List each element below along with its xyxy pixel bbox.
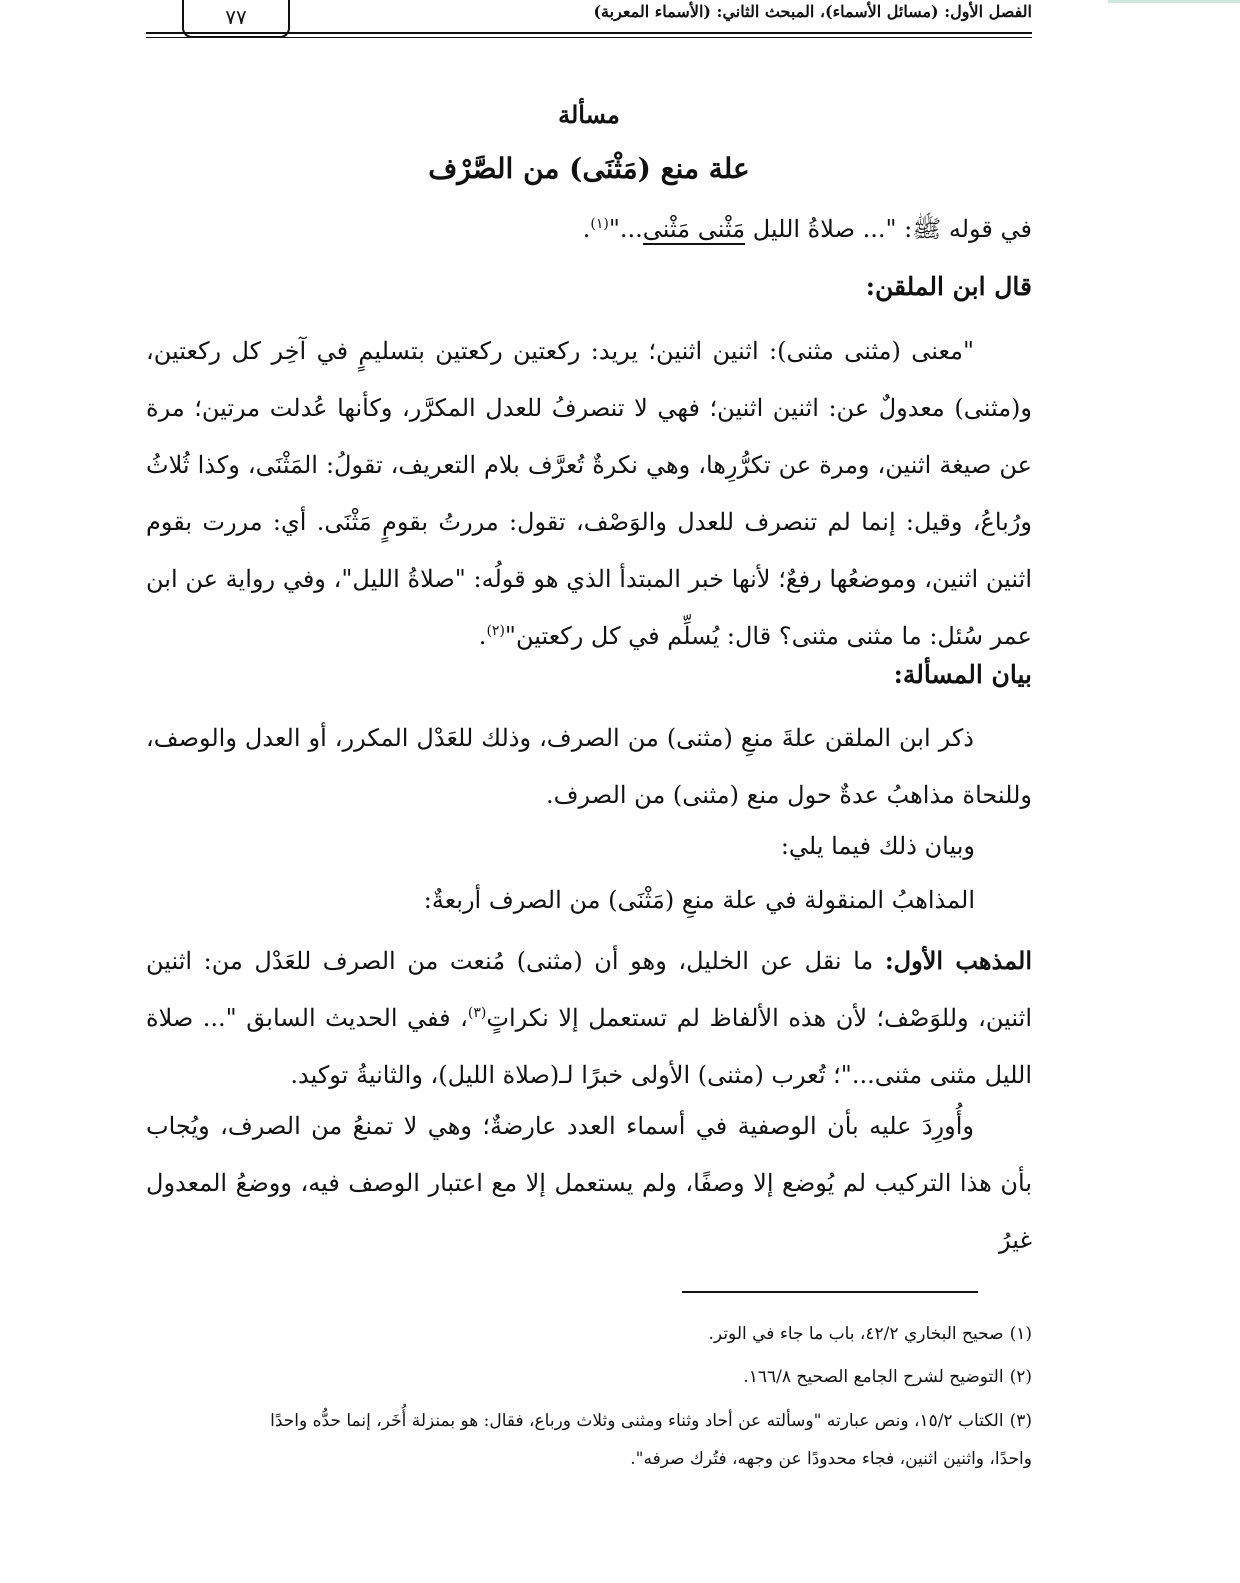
running-header-title: الفصل الأول: (مسائل الأسماء)، المبحث الثاني: (الأسماء المعربة) <box>593 2 1032 21</box>
footnote-text: التوضيح لشرح الجامع الصحيح ١٦٦/٨. <box>743 1367 1004 1387</box>
section-title: مسألة <box>558 100 620 129</box>
top-accent-bar <box>1108 0 1240 3</box>
footnote-ref-2: (٢) <box>486 623 505 639</box>
footnote-3-continuation: واحدًا، واثنين اثنين، فجاء محدودًا عن وجهه، فتُرك صرفه". <box>630 1449 1032 1469</box>
paragraph-1: ذكر ابن الملقن علةَ منعِ (مثنى) من الصرف، وذلك للعَدْل المكرر، أو العدل والوصف، وللنحاة مذاهبُ عدةٌ حول منع (مثنى) من الصرف. <box>146 724 1032 809</box>
hadith-line <box>583 214 1032 249</box>
hadith-underlined: مَثْنى مَثْنى <box>642 215 746 243</box>
section-subtitle: علة منع (مَثْنَى) من الصَّرْف <box>428 152 750 185</box>
madhhab-text-b: ، ففي الحديث السابق "... صلاة الليل مثنى مثنى..."؛ تُعرب (مثنى) الأولى خبرًا لـ(صلاة الليل)، والثانيةُ توكيد. <box>146 1004 1032 1089</box>
quote-paragraph: "معنى (مثنى مثنى): اثنين اثنين؛ يريد: ركعتين ركعتين بتسليمٍ في آخِر كل ركعتين، و(مثنى) معدولٌ عن: اثنين اثنين؛ فهي لا تنصرفُ للعدل المكرَّر، وكأنها عُدلت مرتين؛ مرة عن صيغة اثنين، ومرة عن تكرُّرِها، وهي نكرةٌ تُعرَّف بلام التعريف، تقولُ: المَثْنَى، وكذا ثُلاثُ ورُباعُ، وقيل: إنما لم تنصرف للعدل والوَصْف، تقول: مررتُ بقومٍ مَثْنَى. أي: مررت بقوم اثنين اثنين، وموضعُها رفعٌ؛ لأنها خبر المبتدأ الذي هو قولُه: "صلاةُ الليل"، وفي رواية عن ابن عمر سُئل: ما مثنى مثنى؟ قال: يُسلِّم في كل ركعتين"$^{(٢)}$. <box>146 337 1032 650</box>
hadith-intro: في قوله ﷺ: "... صلاةُ الليل <box>745 215 1032 243</box>
hadith-close: . <box>582 215 591 243</box>
footnote-text: الكتاب ١٥/٢، ونص عبارته "وسألته عن أحاد وثناء ومثنى وثلاث ورباع، فقال: هو بمنزلة أُخَر، إنما حدُّه واحدًا <box>270 1411 1004 1431</box>
footnote-text: صحيح البخاري ٤٢/٢، باب ما جاء في الوتر. <box>708 1324 1004 1344</box>
footnote-separator <box>682 1291 978 1293</box>
madhhab-text-a: ما نقل عن الخليل، وهو أن (مثنى) مُنعت من الصرف للعَدْل من: اثنين اثنين، وللوَصْف؛ لأن هذه الألفاظ لم تستعمل إلا نكراتٍ <box>146 947 1033 1032</box>
madhhab-paragraph <box>146 932 1032 1104</box>
footnote-1 <box>146 1315 1032 1353</box>
header-rule-thin <box>146 37 1032 38</box>
madhhab-label: المذهب الأول: <box>884 946 1032 975</box>
footnote-number: (٢) <box>1009 1367 1032 1387</box>
footnote-2 <box>146 1358 1032 1396</box>
heading-bayan: بيان المسألة: <box>893 660 1032 689</box>
footnote-number: (١) <box>1009 1324 1032 1344</box>
paragraph-4: وأُورِدَ عليه بأن الوصفية في أسماء العدد عارضةٌ؛ وهي لا تمنعُ من الصرف، ويُجاب بأن هذا التركيب لم يُوضع إلا وصفًا، ولم يستعمل إلا مع اعتبار الوصف فيه، ووضعُ المعدول غيرُ <box>146 1112 1032 1254</box>
page-number: ٧٧ <box>182 0 290 38</box>
header-rule <box>146 32 1032 34</box>
paragraph-2: وبيان ذلك فيما يلي: <box>780 832 975 860</box>
footnote-ref-3: (٣) <box>467 1005 487 1021</box>
footnote-3 <box>146 1402 1032 1440</box>
footnote-ref-1: (١) <box>590 216 609 232</box>
footnote-number: (٣) <box>1009 1411 1032 1431</box>
hadith-end: ..." <box>608 215 643 243</box>
quote-text: "معنى (مثنى مثنى): اثنين اثنين؛ يريد: ركعتين ركعتين بتسليمٍ في آخِر كل ركعتين، و(مثنى) معدولٌ عن: اثنين اثنين؛ فهي لا تنصرفُ للعدل المكرَّر، وكأنها عُدلت مرتين؛ مرة عن صيغة اثنين، ومرة عن تكرُّرِها، وهي نكرةٌ تُعرَّف بلام التعريف، تقولُ: المَثْنَى، وكذا ثُلاثُ ورُباعُ، وقيل: إنما لم تنصرف للعدل والوَصْف، تقول: مررتُ بقومٍ مَثْنَى. أي: مررت بقوم اثنين اثنين، وموضعُها رفعٌ؛ لأنها خبر المبتدأ الذي هو قولُه: "صلاةُ الليل"، وفي رواية عن ابن عمر سُئل: ما مثنى مثنى؟ قال: يُسلِّم في كل ركعتين" <box>146 337 1032 650</box>
paragraph-3: المذاهبُ المنقولة في علة منعِ (مَثْنَى) من الصرف أربعةٌ: <box>423 886 975 914</box>
heading-ibn-almulaqqin: قال ابن الملقن: <box>865 272 1032 301</box>
